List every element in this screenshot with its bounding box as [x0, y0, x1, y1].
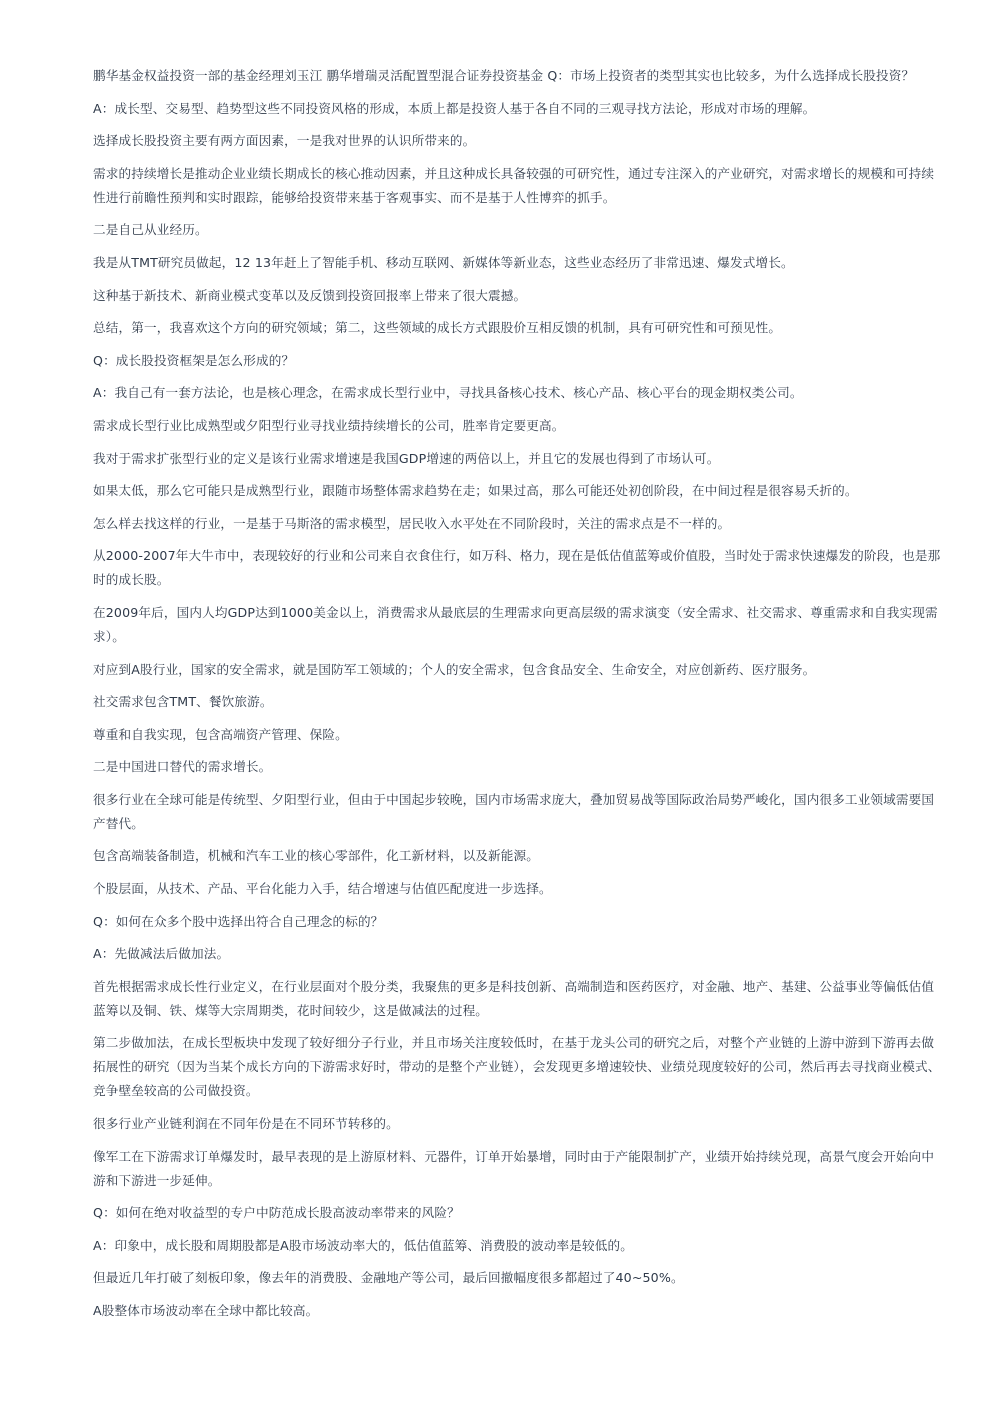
paragraph: 怎么样去找这样的行业，一是基于马斯洛的需求模型，居民收入水平处在不同阶段时，关注的需求点是不一样的。 — [93, 515, 731, 531]
paragraph: 从2000-2007年大牛市中，表现较好的行业和公司来自衣食住行，如万科、格力，现在是低估值蓝筹或价值股，当时处于需求快速爆发的阶段，也是那时的成长股。 — [93, 548, 941, 588]
paragraph: 总结，第一，我喜欢这个方向的研究领域；第二，这些领域的成长方式跟股价互相反馈的机制，具有可研究性和可预见性。 — [93, 320, 782, 336]
paragraph: 在2009年后，国内人均GDP达到1000美金以上，消费需求从最底层的生理需求向更高层级的需求演变（安全需求、社交需求、尊重需求和自我实现需求）。 — [93, 604, 938, 644]
paragraph: 第二步做加法，在成长型板块中发现了较好细分子行业，并且市场关注度较低时，在基于龙头公司的研究之后，对整个产业链的上游中游到下游再去做拓展性的研究（因为当某个成长方向的下游需求好时，带动的是整个产业链），会发现更多增速较快、业绩兑现度较好的公司，然后再去寻找商业模式、竞争壁垒较高的公司做投资。 — [93, 1035, 941, 1099]
question-heading: Q：如何在绝对收益型的专户中防范成长股高波动率带来的风险？ — [93, 1205, 460, 1221]
paragraph: 需求成长型行业比成熟型或夕阳型行业寻找业绩持续增长的公司，胜率肯定要更高。 — [93, 417, 565, 433]
article-body — [93, 64, 943, 1332]
paragraph: 社交需求包含TMT、餐饮旅游。 — [93, 694, 273, 710]
paragraph: 很多行业产业链利润在不同年份是在不同环节转移的。 — [93, 1116, 399, 1132]
paragraph: A：印象中，成长股和周期股都是A股市场波动率大的，低估值蓝筹、消费股的波动率是较低的。 — [93, 1237, 634, 1253]
paragraph: A股整体市场波动率在全球中都比较高。 — [93, 1303, 319, 1318]
paragraph: 二是自己从业经历。 — [93, 222, 208, 238]
paragraph: A：成长型、交易型、趋势型这些不同投资风格的形成，本质上都是投资人基于各自不同的三观寻找方法论，形成对市场的理解。 — [93, 100, 816, 116]
paragraph: 尊重和自我实现，包含高端资产管理、保险。 — [93, 726, 348, 742]
paragraph: 二是中国进口替代的需求增长。 — [93, 759, 272, 775]
paragraph: 首先根据需求成长性行业定义，在行业层面对个股分类，我聚焦的更多是科技创新、高端制造和医药医疗，对金融、地产、基建、公益事业等偏低估值蓝筹以及铜、铁、煤等大宗周期类，花时间较少，这是做减法的过程。 — [93, 978, 935, 1018]
paragraph: 但最近几年打破了刻板印象，像去年的消费股、金融地产等公司，最后回撤幅度很多都超过了40~50%。 — [93, 1270, 684, 1286]
paragraph: 选择成长股投资主要有两方面因素，一是我对世界的认识所带来的。 — [93, 133, 476, 149]
paragraph: 对应到A股行业，国家的安全需求，就是国防军工领域的；个人的安全需求，包含食品安全、生命安全，对应创新药、医疗服务。 — [93, 661, 816, 677]
paragraph: 很多行业在全球可能是传统型、夕阳型行业，但由于中国起步较晚，国内市场需求庞大，叠加贸易战等国际政治局势严峻化，国内很多工业领域需要国产替代。 — [93, 791, 935, 831]
paragraph: A：我自己有一套方法论，也是核心理念，在需求成长型行业中，寻找具备核心技术、核心产品、核心平台的现金期权类公司。 — [93, 385, 803, 401]
paragraph: A：先做减法后做加法。 — [93, 946, 230, 962]
paragraph: 包含高端装备制造，机械和汽车工业的核心零部件，化工新材料，以及新能源。 — [93, 848, 540, 864]
paragraph: 需求的持续增长是推动企业业绩长期成长的核心推动因素，并且这种成长具备较强的可研究性，通过专注深入的产业研究，对需求增长的规模和可持续性进行前瞻性预判和实时跟踪，能够给投资带来基于客观事实、而不是基于人性博弈的抓手。 — [93, 165, 935, 205]
question-heading: Q：如何在众多个股中选择出符合自己理念的标的？ — [93, 913, 384, 929]
paragraph: 像军工在下游需求订单爆发时，最早表现的是上游原材料、元器件，订单开始暴增，同时由于产能限制扩产，业绩开始持续兑现，高景气度会开始向中游和下游进一步延伸。 — [93, 1148, 935, 1188]
paragraph: 这种基于新技术、新商业模式变革以及反馈到投资回报率上带来了很大震撼。 — [93, 287, 527, 303]
paragraph: 鹏华基金权益投资一部的基金经理刘玉江 鹏华增瑞灵活配置型混合证券投资基金 Q：市场上投资者的类型其实也比较多，为什么选择成长股投资？ — [93, 68, 915, 83]
paragraph: 个股层面，从技术、产品、平台化能力入手，结合增速与估值匹配度进一步选择。 — [93, 881, 552, 897]
paragraph: 我是从TMT研究员做起，12 13年赶上了智能手机、移动互联网、新媒体等新业态，这些业态经历了非常迅速、爆发式增长。 — [93, 254, 794, 270]
paragraph: 如果太低，那么它可能只是成熟型行业，跟随市场整体需求趋势在走；如果过高，那么可能还处初创阶段，在中间过程是很容易夭折的。 — [93, 483, 858, 499]
paragraph: 我对于需求扩张型行业的定义是该行业需求增速是我国GDP增速的两倍以上，并且它的发展也得到了市场认可。 — [93, 450, 720, 466]
question-heading: Q：成长股投资框架是怎么形成的？ — [93, 352, 295, 368]
